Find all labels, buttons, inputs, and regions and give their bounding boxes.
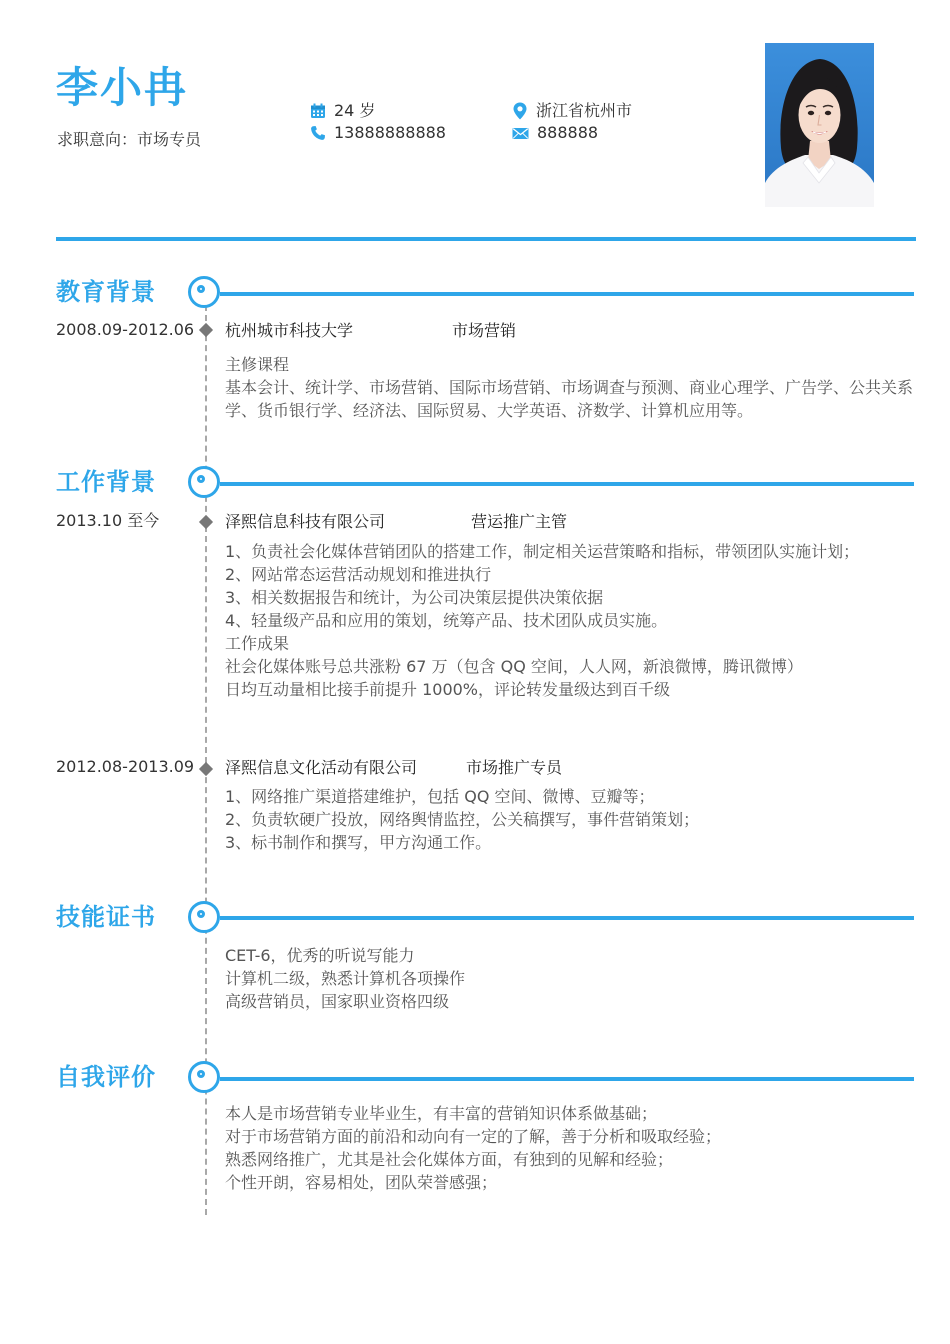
job-details bbox=[225, 785, 915, 854]
job-position: 营运推广主管 bbox=[471, 512, 568, 531]
phone-item bbox=[310, 122, 446, 144]
calendar-icon bbox=[310, 103, 326, 119]
email-item bbox=[512, 122, 598, 144]
mail-icon bbox=[512, 126, 529, 140]
section-divider-self-eval bbox=[220, 1077, 914, 1081]
target-circle-icon bbox=[188, 276, 220, 308]
section-divider-education bbox=[220, 292, 914, 296]
skill-line: CET-6，优秀的听说写能力 bbox=[225, 946, 415, 965]
education-details bbox=[225, 353, 915, 422]
courses-label: 主修课程 bbox=[225, 355, 290, 374]
job-line: 1、负责社会化媒体营销团队的搭建工作，制定相关运营策略和指标，带领团队实施计划； bbox=[225, 542, 860, 561]
diamond-marker-icon bbox=[199, 762, 213, 776]
location-item bbox=[512, 100, 632, 122]
job-line: 4、轻量级产品和应用的策划，统筹产品、技术团队成员实施。 bbox=[225, 611, 668, 630]
skill-line: 计算机二级，熟悉计算机各项操作 bbox=[225, 969, 466, 988]
section-divider-skills bbox=[220, 916, 914, 920]
self-eval-line: 熟悉网络推广，尤其是社会化媒体方面，有独到的见解和经验； bbox=[225, 1150, 674, 1169]
phone-text: 13888888888 bbox=[334, 123, 446, 142]
candidate-name: 李小冉 bbox=[56, 63, 189, 112]
job-line: 社会化媒体账号总共涨粉 67 万（包含 QQ 空间，人人网，新浪微博，腾讯微博） bbox=[225, 657, 803, 676]
section-divider-work bbox=[220, 482, 914, 486]
age-text: 24 岁 bbox=[334, 101, 376, 120]
job-company: 泽熙信息文化活动有限公司 bbox=[225, 758, 418, 777]
profile-photo bbox=[765, 43, 874, 207]
job-date: 2013.10 至今 bbox=[56, 511, 160, 530]
section-title-education: 教育背景 bbox=[56, 278, 156, 306]
section-title-self-eval: 自我评价 bbox=[56, 1063, 156, 1091]
diamond-marker-icon bbox=[199, 323, 213, 337]
target-circle-icon bbox=[188, 466, 220, 498]
education-date: 2008.09-2012.06 bbox=[56, 320, 195, 339]
job-date: 2012.08-2013.09 bbox=[56, 757, 195, 776]
email-text: 888888 bbox=[537, 123, 599, 142]
location-text: 浙江省杭州市 bbox=[536, 101, 633, 120]
section-title-work: 工作背景 bbox=[56, 468, 156, 496]
job-line: 工作成果 bbox=[225, 634, 290, 653]
phone-icon bbox=[310, 125, 326, 141]
job-line: 3、相关数据报告和统计，为公司决策层提供决策依据 bbox=[225, 588, 604, 607]
job-line: 2、网站常态运营活动规划和推进执行 bbox=[225, 565, 492, 584]
job-intent: 求职意向：市场专员 bbox=[57, 130, 202, 149]
location-pin-icon bbox=[512, 102, 528, 120]
target-circle-icon bbox=[188, 1061, 220, 1093]
job-line: 1、网络推广渠道搭建维护，包括 QQ 空间、微博、豆瓣等； bbox=[225, 787, 655, 806]
diamond-marker-icon bbox=[199, 515, 213, 529]
education-major: 市场营销 bbox=[452, 321, 517, 340]
self-eval-line: 个性开朗，容易相处，团队荣誉感强； bbox=[225, 1173, 498, 1192]
courses-list: 基本会计、统计学、市场营销、国际市场营销、市场调查与预测、商业心理学、广告学、公共关系学、货币银行学、经济法、国际贸易、大学英语、济数学、计算机应用等。 bbox=[225, 378, 914, 420]
job-company: 泽熙信息科技有限公司 bbox=[225, 512, 386, 531]
section-title-skills: 技能证书 bbox=[56, 903, 156, 931]
job-line: 日均互动量相比接手前提升 1000%，评论转发量级达到百千级 bbox=[225, 680, 671, 699]
job-line: 3、标书制作和撰写，甲方沟通工作。 bbox=[225, 833, 492, 852]
self-eval-details bbox=[225, 1102, 915, 1194]
job-line: 2、负责软硬广投放，网络舆情监控，公关稿撰写，事件营销策划； bbox=[225, 810, 700, 829]
job-details bbox=[225, 540, 915, 701]
skills-details bbox=[225, 944, 915, 1013]
job-position: 市场推广专员 bbox=[466, 758, 563, 777]
age-item bbox=[310, 100, 375, 122]
self-eval-line: 本人是市场营销专业毕业生，有丰富的营销知识体系做基础； bbox=[225, 1104, 658, 1123]
target-circle-icon bbox=[188, 901, 220, 933]
education-school: 杭州城市科技大学 bbox=[225, 321, 354, 340]
self-eval-line: 对于市场营销方面的前沿和动向有一定的了解，善于分析和吸取经验； bbox=[225, 1127, 722, 1146]
skill-line: 高级营销员，国家职业资格四级 bbox=[225, 992, 450, 1011]
header-divider bbox=[56, 237, 916, 241]
